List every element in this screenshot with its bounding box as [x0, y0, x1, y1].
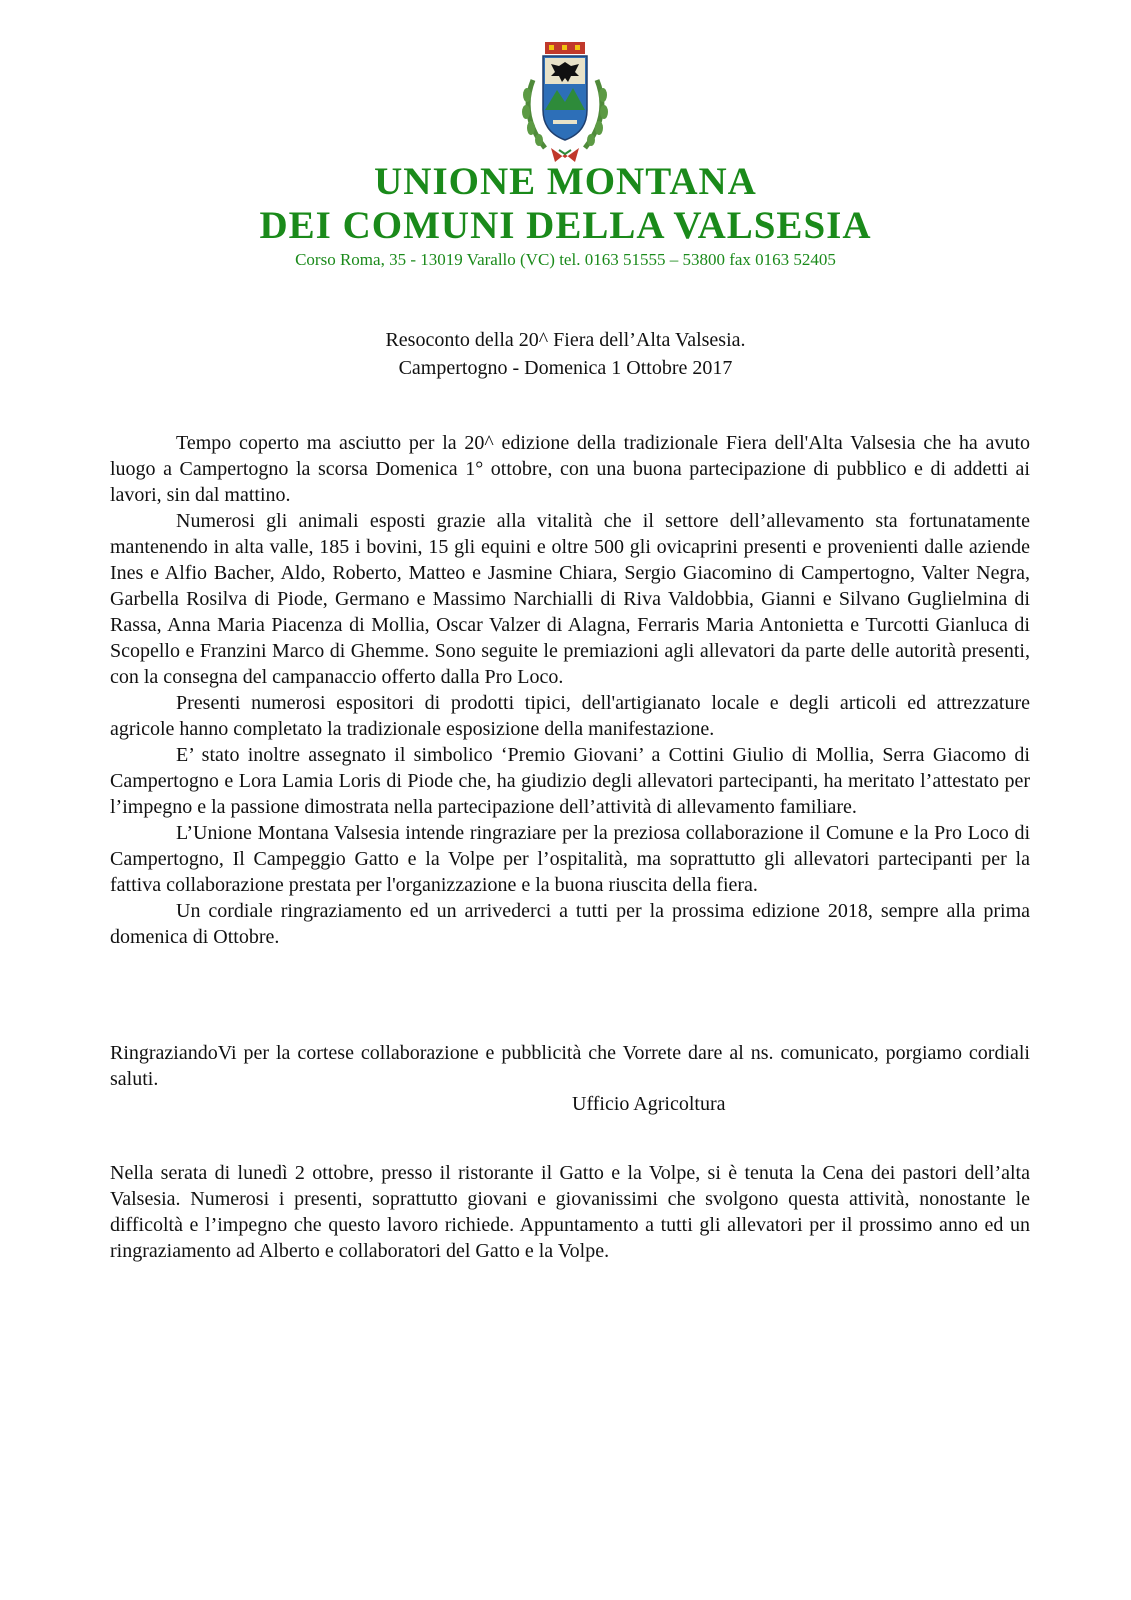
closing-remarks	[110, 1040, 1030, 1092]
additional-note	[110, 1160, 1030, 1264]
body-paragraph: Un cordiale ringraziamento ed un arrivederci a tutti per la prossima edizione 2018, sempre alla prima domenica di Ottobre.	[110, 900, 1030, 948]
title-line-1: Resoconto della 20^ Fiera dell’Alta Valsesia.	[385, 329, 746, 351]
body-paragraph: L’Unione Montana Valsesia intende ringraziare per la preziosa collaborazione il Comune e la Pro Loco di Campertogno, Il Campeggio Gatto e la Volpe per l’ospitalità, ma soprattutto gli allevatori partecipanti per la fattiva collaborazione prestata per l'organizzazione e la buona riuscita della fiera.	[110, 822, 1030, 896]
body-paragraph: E’ stato inoltre assegnato il simbolico ‘Premio Giovani’ a Cottini Giulio di Mollia, Serra Giacomo di Campertogno e Lora Lamia Loris di Piode che, ha giudizio degli allevatori partecipanti, ha meritato l’attestato per l’impegno e la passione dimostrata nella partecipazione dell’attività di allevamento familiare.	[110, 744, 1030, 818]
title-line-2: Campertogno - Domenica 1 Ottobre 2017	[398, 357, 733, 379]
organization-name: UNIONE MONTANA	[374, 160, 757, 203]
organization-subname: DEI COMUNI DELLA VALSESIA	[259, 204, 872, 247]
note-paragraph: Nella serata di lunedì 2 ottobre, presso il ristorante il Gatto e la Volpe, si è tenuta la Cena dei pastori dell’alta Valsesia. Numerosi i presenti, soprattutto giovani e giovanissimi che svolgono questa attività, nonostante le difficoltà e l’impegno che questo lavoro richiede. Appuntamento a tutti gli allevatori per il prossimo anno ed un ringraziamento ad Alberto e collaboratori del Gatto e la Volpe.	[110, 1162, 1030, 1262]
coat-of-arms-icon	[515, 40, 615, 165]
body-paragraph: Presenti numerosi espositori di prodotti tipici, dell'artigianato locale e degli articoli ed attrezzature agricole hanno completato la tradizionale esposizione della manifestazione.	[110, 692, 1030, 740]
body-paragraph: Tempo coperto ma asciutto per la 20^ edizione della tradizionale Fiera dell'Alta Valsesia che ha avuto luogo a Campertogno la scorsa Domenica 1° ottobre, con una buona partecipazione di pubblico e di addetti ai lavori, sin dal mattino.	[110, 432, 1030, 506]
report-body	[110, 430, 1030, 950]
document-title	[0, 326, 1131, 382]
closing-paragraph: RingraziandoVi per la cortese collaborazione e pubblicità che Vorrete dare al ns. comunicato, porgiamo cordiali saluti.	[110, 1042, 1030, 1090]
body-paragraph: Numerosi gli animali esposti grazie alla vitalità che il settore dell’allevamento sta fortunatamente mantenendo in alta valle, 185 i bovini, 15 gli equini e oltre 500 gli ovicaprini presenti e provenienti dalle aziende Ines e Alfio Bacher, Aldo, Roberto, Matteo e Jasmine Chiara, Sergio Giacomino di Campertogno, Valter Negra, Garbella Rosilva di Piode, Germano e Massimo Narchialli di Riva Valdobbia, Gianni e Silvano Guglielmina di Rassa, Anna Maria Piacenza di Mollia, Oscar Valzer di Alagna, Ferraris Maria Antonietta e Turcotti Gianluca di Scopello e Franzini Marco di Ghemme. Sono seguite le premiazioni agli allevatori da parte delle autorità presenti, con la consegna del campanaccio offerto dalla Pro Loco.	[110, 510, 1030, 688]
signature: Ufficio Agricoltura	[572, 1093, 726, 1115]
organization-address: Corso Roma, 35 - 13019 Varallo (VC) tel. 0163 51555 – 53800 fax 0163 52405	[295, 250, 836, 269]
